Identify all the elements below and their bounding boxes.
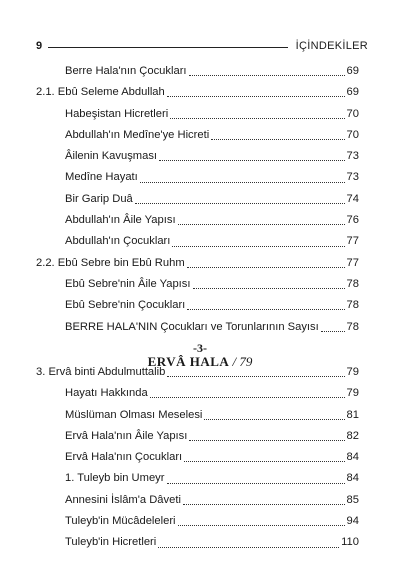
toc-entry[interactable]	[36, 468, 359, 489]
dot-leader	[189, 75, 345, 76]
toc-entry-page: 77	[346, 235, 359, 248]
toc-entry[interactable]	[36, 295, 359, 316]
toc-entry-title: 3. Ervâ binti Abdulmuttalib	[36, 366, 166, 378]
dot-leader	[150, 397, 345, 398]
dot-leader	[167, 376, 344, 377]
toc-entry-page: 77	[346, 256, 359, 269]
toc-entry-page: 74	[346, 192, 359, 205]
section-number: -3-	[193, 341, 207, 355]
toc-entry-page: 84	[346, 451, 359, 464]
toc-entry-title: 2.2. Ebû Sebre bin Ebû Ruhm	[36, 256, 185, 269]
toc-entry-title: Habeşistan Hicretleri	[65, 107, 169, 120]
toc-entry-page: 69	[346, 65, 359, 77]
toc-entry-page: 110	[341, 536, 359, 549]
toc-entry-title: Ervâ Hala'nın Çocukları	[65, 451, 183, 464]
dot-leader	[178, 525, 345, 526]
dot-leader	[189, 440, 344, 441]
dot-leader	[187, 309, 344, 310]
toc-entry-page: 94	[346, 515, 359, 528]
toc-entry-page: 70	[346, 107, 359, 120]
toc-entry-page: 70	[346, 128, 359, 141]
page-header	[36, 40, 368, 54]
toc-entry-title: Müslüman Olması Meselesi	[65, 408, 203, 421]
dot-leader	[172, 246, 344, 247]
toc-entry[interactable]	[36, 362, 359, 383]
toc-entry-title: Berre Hala'nın Çocukları	[65, 65, 187, 77]
toc-entry[interactable]	[36, 426, 359, 447]
chapter-title: İÇİNDEKİLER	[295, 40, 368, 52]
dot-leader	[167, 96, 345, 97]
toc-entry[interactable]	[36, 383, 359, 404]
toc-entry-page: 81	[346, 408, 359, 421]
toc-entry[interactable]	[36, 511, 359, 532]
toc-entry[interactable]	[36, 253, 359, 274]
toc-entry[interactable]	[36, 210, 359, 231]
dot-leader	[321, 331, 345, 332]
toc-list-bottom	[36, 362, 359, 554]
toc-entry-page: 79	[346, 387, 359, 400]
toc-entry-page: 85	[346, 493, 359, 506]
toc-entry-page: 69	[346, 86, 359, 99]
toc-entry-page: 78	[346, 277, 359, 290]
toc-entry-title: Ebû Sebre'nin Çocukları	[65, 299, 186, 312]
toc-entry[interactable]	[36, 82, 359, 103]
toc-entry-title: Hayatı Hakkında	[65, 387, 148, 400]
toc-entry[interactable]	[36, 405, 359, 426]
toc-entry-page: 82	[346, 429, 359, 442]
toc-entry-page: 73	[346, 150, 359, 163]
toc-entry[interactable]	[36, 146, 359, 167]
header-rule	[48, 47, 288, 48]
dot-leader	[158, 547, 339, 548]
toc-entry-title: Tuleyb'in Mücâdeleleri	[65, 515, 176, 528]
toc-entry-title: Annesini İslâm'a Dâveti	[65, 493, 181, 506]
dot-leader	[140, 182, 345, 183]
toc-entry[interactable]	[36, 61, 359, 82]
toc-entry[interactable]	[36, 317, 359, 338]
dot-leader	[135, 203, 345, 204]
dot-leader	[159, 160, 345, 161]
toc-entry-page: 84	[346, 472, 359, 485]
dot-leader	[184, 461, 344, 462]
toc-entry-page: 76	[346, 214, 359, 227]
toc-entry-title: Medîne Hayatı	[65, 171, 138, 184]
toc-entry[interactable]	[36, 490, 359, 511]
page-number: 9	[36, 40, 43, 52]
toc-entry-title: Abdullah'ın Medîne'ye Hicreti	[65, 128, 210, 141]
toc-entry-page: 79	[346, 366, 359, 378]
section-page-ref: / 79	[232, 354, 253, 369]
toc-entry-title: Abdullah'ın Çocukları	[65, 235, 171, 248]
toc-entry-title: 2.1. Ebû Seleme Abdullah	[36, 86, 165, 99]
dot-leader	[204, 419, 344, 420]
toc-entry[interactable]	[36, 104, 359, 125]
toc-entry[interactable]	[36, 274, 359, 295]
toc-entry-title: Ebû Sebre'nin Âile Yapısı	[65, 277, 191, 290]
dot-leader	[193, 288, 345, 289]
toc-entry-title: Bir Garip Duâ	[65, 192, 133, 205]
toc-list-top	[36, 61, 359, 338]
toc-entry-title: BERRE HALA'NIN Çocukları ve Torunlarının Sayısı	[65, 320, 319, 333]
dot-leader	[178, 224, 345, 225]
dot-leader	[167, 483, 345, 484]
toc-entry[interactable]	[36, 125, 359, 146]
toc-entry-title: Tuleyb'in Hicretleri	[65, 536, 157, 549]
toc-entry-title: 1. Tuleyb bin Umeyr	[65, 472, 165, 485]
toc-entry-title: Ervâ Hala'nın Âile Yapısı	[65, 429, 188, 442]
dot-leader	[187, 267, 345, 268]
toc-entry[interactable]	[36, 532, 359, 553]
toc-entry-page: 78	[346, 320, 359, 333]
toc-entry[interactable]	[36, 447, 359, 468]
dot-leader	[170, 118, 344, 119]
toc-entry-page: 73	[346, 171, 359, 184]
toc-entry[interactable]	[36, 189, 359, 210]
toc-entry-title: Abdullah'ın Âile Yapısı	[65, 214, 176, 227]
section-title-text: ERVÂ HALA	[147, 354, 230, 369]
dot-leader	[211, 139, 344, 140]
dot-leader	[183, 504, 345, 505]
toc-entry-title: Âilenin Kavuşması	[65, 150, 158, 163]
toc-entry[interactable]	[36, 167, 359, 188]
toc-entry[interactable]	[36, 231, 359, 252]
toc-entry-page: 78	[346, 299, 359, 312]
